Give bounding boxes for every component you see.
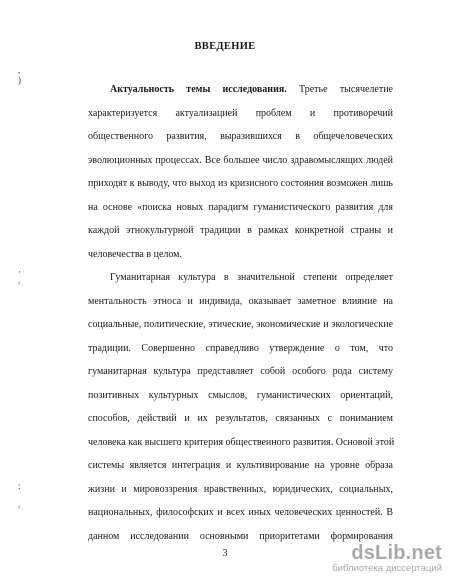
line-text: на основе «поиска новых парадигм гуманистического развития для xyxy=(88,201,393,213)
line-text: эволюционных процессах. Все большее число здравомыслящих людей xyxy=(88,154,393,166)
watermark-subtitle: библиотека диссертаций xyxy=(332,562,442,574)
text-line xyxy=(88,149,393,173)
text-line xyxy=(88,407,393,431)
text-line xyxy=(88,454,393,478)
line-text: системы является интеграция и культивирование на уровне образа xyxy=(88,460,393,471)
margin-mark: , xyxy=(18,65,21,75)
line-text: каждой этнокультурной традиции в рамках конкретной страны и xyxy=(88,225,393,236)
text-line xyxy=(88,243,393,267)
text-line xyxy=(88,290,393,314)
line-text: человека как высшего критерия общественного развития. Основой этой xyxy=(88,436,395,448)
text-line xyxy=(88,172,393,196)
section-heading: ВВЕДЕНИЕ xyxy=(194,41,256,52)
text-line xyxy=(88,431,393,455)
line-text: характеризуется актуализацией проблем и противоречий xyxy=(88,107,393,119)
text-line xyxy=(88,196,393,220)
bold-lead: Актуальность темы исследования. xyxy=(110,84,287,95)
line-text: национальных, философских и всех иных человеческих ценностей. В xyxy=(88,507,393,518)
text-line xyxy=(88,360,393,384)
line-text: традиции. Совершенно справедливо утверждение о том, что xyxy=(88,342,393,354)
line-text: человечества в целом. xyxy=(88,248,183,260)
margin-mark: ) xyxy=(18,75,21,85)
line-text: приходят к выводу, что выход из кризисного состояния возможен лишь xyxy=(88,178,393,189)
line-text: данном исследовании основными приоритетами формирования xyxy=(88,530,393,542)
line-text: гуманитарная культура представляет собой особого рода систему xyxy=(88,366,393,377)
line-text: социальные, политические, этические, экономические и экологические xyxy=(88,319,393,330)
text-line xyxy=(88,219,393,243)
line-text: ментальность этноса и индивида, оказывает заметное влияние на xyxy=(88,295,393,307)
text-line xyxy=(88,337,393,361)
margin-mark: , xyxy=(18,499,21,509)
text-line xyxy=(88,266,393,290)
line-text: способов, действий и их результатов, связанных с пониманием xyxy=(88,413,393,424)
line-text: позитивных культурных смыслов, гуманистических ориентаций, xyxy=(88,389,393,401)
body-text xyxy=(88,78,393,548)
text-line xyxy=(88,501,393,525)
page-number: 3 xyxy=(222,548,228,559)
margin-mark: : xyxy=(18,481,21,491)
line-text: Гуманитарная культура в значительной степени определяет xyxy=(110,272,393,283)
text-line xyxy=(88,78,393,102)
text-line xyxy=(88,125,393,149)
line-text: Третье тысячелетие xyxy=(286,84,393,95)
text-line xyxy=(88,313,393,337)
text-line xyxy=(88,478,393,502)
line-text: общественного развития, выразившихся в общечеловеческих xyxy=(88,131,393,142)
watermark-logo: dsLib.net xyxy=(351,541,442,564)
margin-mark: , xyxy=(18,275,21,285)
margin-mark: · xyxy=(18,267,21,277)
text-line xyxy=(88,102,393,126)
text-line xyxy=(88,384,393,408)
line-text: жизни и мировоззрения нравственных, юридических, социальных, xyxy=(88,483,393,495)
watermark xyxy=(304,543,442,574)
